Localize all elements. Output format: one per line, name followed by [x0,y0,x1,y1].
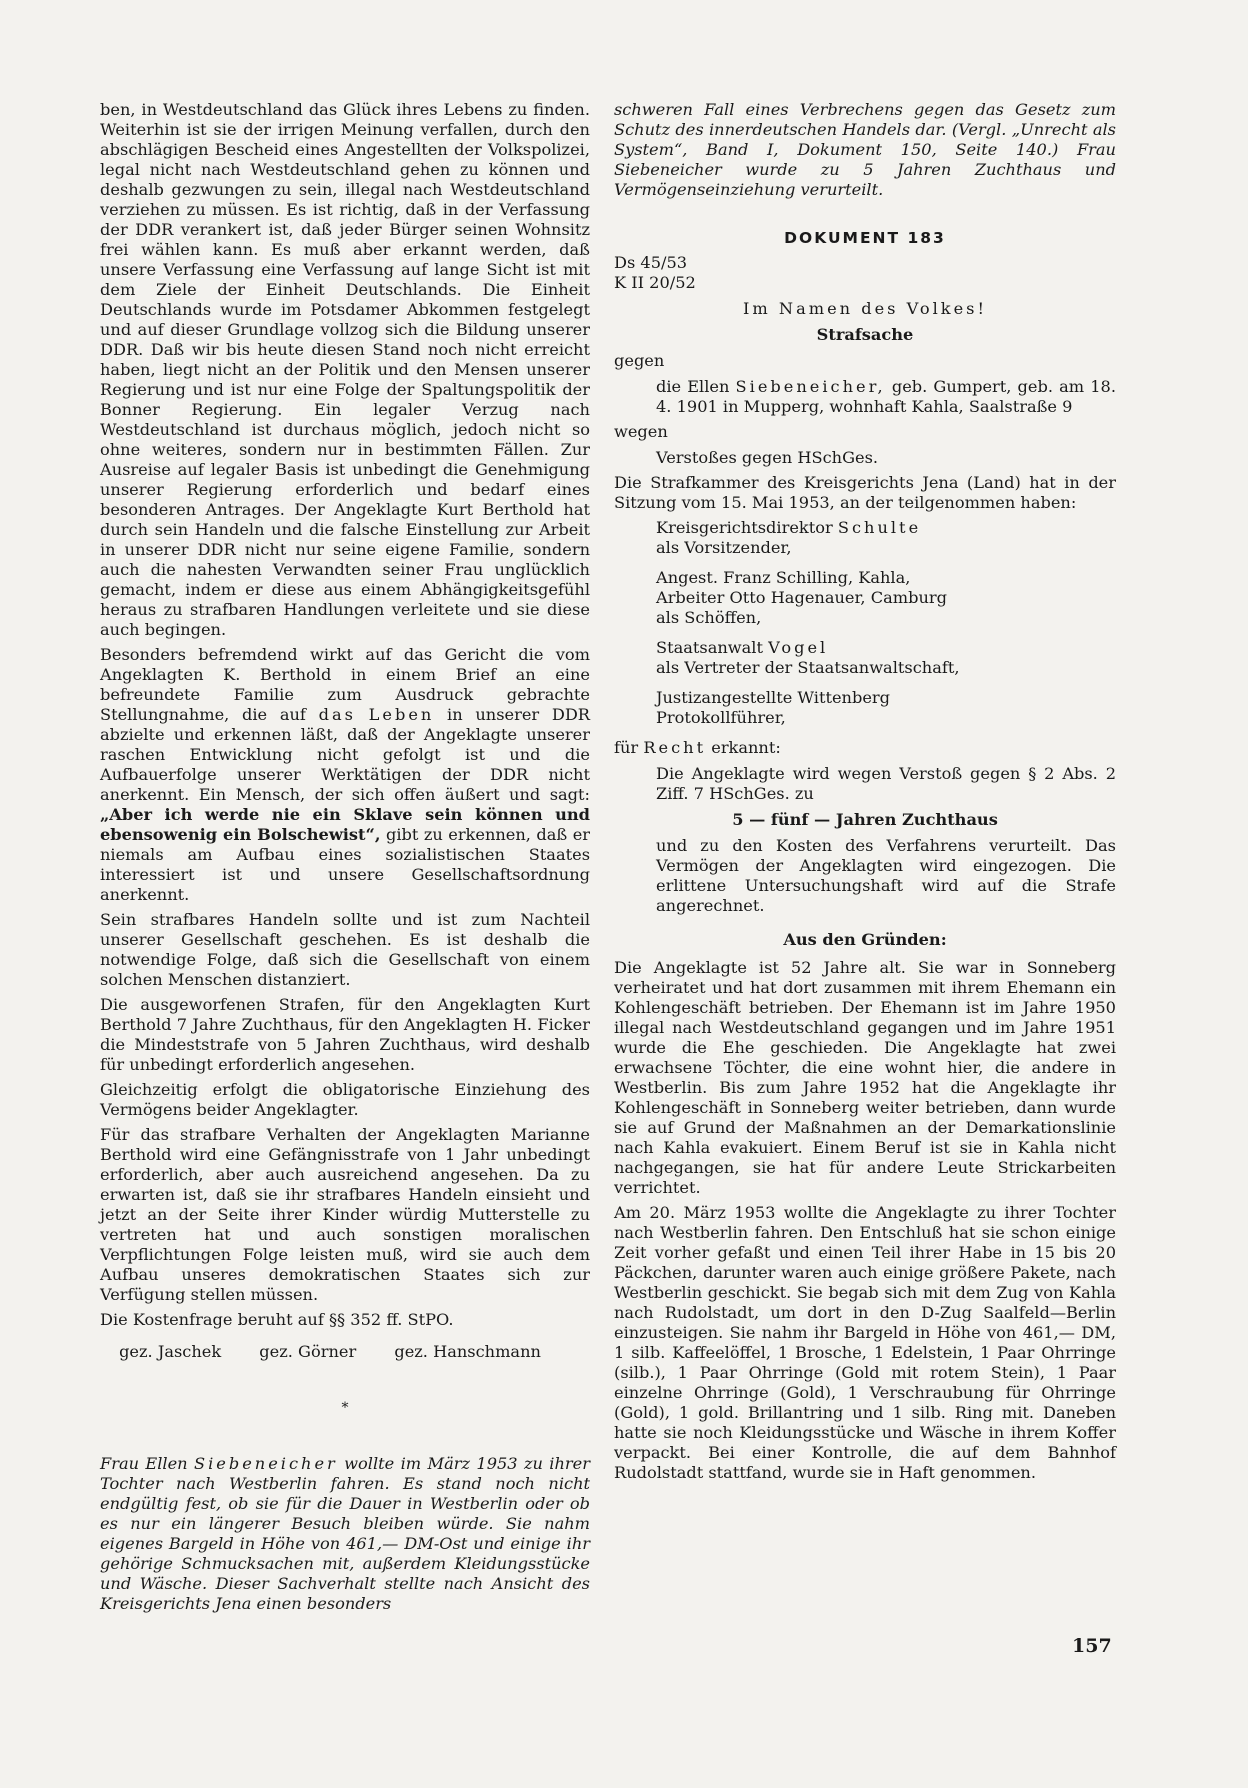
signature: gez. Jaschek [119,1342,222,1361]
member-line: Justizangestellte Wittenberg [656,688,891,707]
paragraph: Gleichzeitig erfolgt die obligatorische Einziehung des Vermögens beider Angeklagter. [100,1080,590,1119]
costs: und zu den Kosten des Verfahrens verurteilt. Das Vermögen der Angeklagten wird eingezogen. Die erlittene Untersuchungshaft wird auf die Strafe angerechnet. [656,836,1116,915]
intro-paragraph: schweren Fall eines Verbrechens gegen das Gesetz zum Schutz des innerdeutschen Handels dar. (Vergl. „Unrecht als System“, Band I, Dokument 150, Seite 140.) Frau Siebeneicher wurde zu 5 Jahren Zuchthaus und Vermögenseinziehung verurteilt. [614,100,1116,199]
wegen: wegen [614,422,668,441]
member-block [614,638,1116,678]
verdict: Die Angeklagte wird wegen Verstoß gegen § 2 Abs. 2 Ziff. 7 HSchGes. zu [656,764,1116,803]
text-run: geb. Gumpert, geb. am 18. 4. 1901 in Mupperg, wohnhaft Kahla, Saalstraße 9 [656,377,1116,416]
text-run: in unserer DDR abzielte und erkennen läßt, daß der Angeklagte unserer raschen Entwicklung nicht gefolgt ist und die Aufbauerfolge unserer Werktätigen der DDR nicht anerkennt. Ein Mensch, der sich offen äußert und sagt: [100,705,590,804]
paragraph: Für das strafbare Verhalten der Angeklagten Marianne Berthold wird eine Gefängnisstrafe von 1 Jahr unbedingt erforderlich, aber auch ausreichend angesehen. Da zu erwarten ist, daß sie ihr strafbares Handeln einsieht und jetzt an der Seite ihrer Kinder würdig Mutterstelle zu vertreten hat und auch sonstigen moralischen Verpflichtungen Folge leisten muß, wird sie auch dem Aufbau unseres demokratischen Staates sich zur Verfügung stellen müssen. [100,1125,590,1304]
text-run: die Ellen [656,377,730,396]
member-block [614,518,1116,558]
spaced-word: Recht [643,738,707,757]
gegen: gegen [614,351,665,370]
member-line [656,518,1116,538]
spaced-name: Siebeneicher [194,1454,338,1473]
sentence: 5 — fünf — Jahren Zuchthaus [732,810,998,829]
paragraph: Die Kostenfrage beruht auf §§ 352 ff. StPO. [100,1310,454,1329]
member-line: als Vorsitzender, [656,538,792,557]
spaced-word: Leben [368,705,435,724]
spaced-word: das [318,705,356,724]
paragraph: Am 20. März 1953 wollte die Angeklagte zu ihrer Tochter nach Westberlin fahren. Den Entschluß hat sie schon einige Zeit vorher gefaßt und einen Teil ihrer Habe in 15 bis 20 Päckchen, darunter waren auch einige größere Pakete, nach Westberlin geschickt. Sie begab sich mit dem Zug von Kahla nach Rudolstadt, um dort in den D-Zug Saalfeld—Berlin einzusteigen. Sie nahm ihr Bargeld in Höhe von 461,— DM, 1 silb. Kaffeelöffel, 1 Brosche, 1 Edelstein, 1 Paar Ohrringe (silb.), 1 Paar Ohrringe (Gold mit rotem Stein), 1 Paar einzelne Ohrringe (Gold), 1 Verschraubung für Ohrringe (Gold), 1 gold. Brillantring und 1 silb. Ring mit. Daneben hatte sie noch Kleidungsstücke und Wäsche in ihrem Koffer verpackt. Bei einer Kontrolle, die auf dem Bahnhof Rudolstadt stattfand, wurde sie in Haft genommen. [614,1203,1116,1482]
text-run: erkannt: [711,738,781,757]
document-heading: DOKUMENT 183 [784,229,946,247]
page-number: 157 [1072,1635,1112,1657]
paragraph: ben, in Westdeutschland das Glück ihres Lebens zu finden. Weiterhin ist sie der irrigen Meinung verfallen, durch den abschlägigen Bescheid eines Angestellten der Volkspolizei, legal nicht nach Westdeutschland gehen zu können und deshalb gezwungen zu sein, illegal nach Westdeutschland verziehen zu müssen. Es ist richtig, daß in der Verfassung der DDR verankert ist, daß jeder Bürger seinen Wohnsitz frei wählen kann. Es muß aber erkannt werden, daß unsere Verfassung eine Verfassung auf lange Sicht ist mit dem Ziele der Einheit Deutschlands. Die Einheit Deutschlands wurde im Potsdamer Abkommen festgelegt und auf dieser Grundlage vollzog sich die Bildung unserer DDR. Daß wir bis heute diesen Stand noch nicht erreicht haben, liegt nicht an der Politik und den Mensen unserer Regierung und ist nur eine Folge der Spaltungspolitik der Bonner Regierung. Ein legaler Verzug nach Westdeutschland ist durchaus möglich, jedoch nicht so ohne weiteres, sondern nur in bestimmten Fällen. Zur Ausreise auf legaler Basis ist unbedingt die Genehmigung unserer Regierung erforderlich und bedarf eines besonderen Antrages. Der Angeklagte Kurt Berthold hat durch sein Handeln und die falsche Einstellung zur Arbeit in unserer DDR nicht nur seine eigene Familie, sondern auch die nahesten Verwandten seiner Frau unglücklich gemacht, indem er diese aus einem Abhängigkeitsgefühl heraus zu strafbaren Handlungen verleitete und sie diese auch begingen. [100,100,590,639]
paragraph-quote [100,645,590,905]
text-run: Staatsanwalt [656,638,763,657]
right-column [614,100,1116,1488]
accused [614,377,1116,417]
member-line: Angest. Franz Schilling, Kahla, [656,568,911,587]
signature: gez. Görner [259,1342,357,1361]
strafsache: Strafsache [816,325,914,344]
reference: Ds 45/53 [614,253,688,272]
spaced-name: Siebeneicher, [735,377,886,396]
recht-line [614,738,1116,758]
member-line: als Vertreter der Staatsanwaltschaft, [656,658,960,677]
member-block [614,688,1116,728]
court-paragraph: Die Strafkammer des Kreisgerichts Jena (Land) hat in der Sitzung vom 15. Mai 1953, an der teilgenommen haben: [614,473,1116,512]
text-run: Besonders befremdend wirkt auf das Gericht die vom Angeklagten K. Berthold in einem Brief an eine befreundete Familie zum Ausdruck gebrachte Stellungnahme, die auf [100,645,590,724]
member-line: als Schöffen, [656,608,762,627]
text-run: Kreisgerichtsdirektor [656,518,833,537]
text-run: wollte im März 1953 zu ihrer Tochter nach Westberlin fahren. Es stand noch nicht endgültig fest, ob sie für die Dauer in Westberlin oder ob es nur ein längerer Besuch bleiben würde. Sie nahm eigenes Bargeld in Höhe von 461,— DM-Ost und einige ihr gehörige Schmucksachen mit, außerdem Kleidungsstücke und Wäsche. Dieser Sachverhalt stellte nach Ansicht des Kreisgerichts Jena einen besonders [100,1454,590,1613]
reference: K II 20/52 [614,273,696,292]
bold-quote: „Aber ich werde nie ein Sklave sein können und ebensowenig ein Bolschewist“, [100,805,590,844]
member-line: Protokollführer, [656,708,786,727]
separator-star: * [341,1400,349,1416]
im-namen: Im Namen des Volkes! [743,299,987,318]
gruende-heading: Aus den Gründen: [783,930,947,949]
text-run: für [614,738,639,757]
signatures [100,1342,590,1362]
paragraph: Die Angeklagte ist 52 Jahre alt. Sie war in Sonneberg verheiratet und hat dort zusammen mit ihrem Ehemann ein Kohlengeschäft betrieben. Der Ehemann ist im Jahre 1950 illegal nach Westdeutschland gegangen und im Jahre 1951 wurde die Ehe geschieden. Die Angeklagte hat zwei erwachsene Töchter, die eine wohnt hier, die andere in Westberlin. Bis zum Jahre 1952 hat die Angeklagte ihr Kohlengeschäft in Sonneberg weiter betrieben, dann wurde sie auf Grund der Maßnahmen an der Demarkationslinie nach Kahla evakuiert. Einem Beruf ist sie in Kahla nicht nachgegangen, sie hat für andere Leute Strickarbeiten verrichtet. [614,958,1116,1197]
offense: Verstoßes gegen HSchGes. [656,448,879,467]
member-line [656,638,1116,658]
spaced-name: Schulte [837,518,922,537]
text-run: gibt zu erkennen, daß er niemals am Aufbau eines sozialistischen Staates interessiert ist und unsere Gesellschaftsordnung anerkennt. [100,825,591,904]
left-column [100,100,590,1619]
summary-paragraph [100,1454,590,1614]
paragraph: Die ausgeworfenen Strafen, für den Angeklagten Kurt Berthold 7 Jahre Zuchthaus, für den Angeklagten H. Ficker die Mindeststrafe von 5 Jahren Zuchthaus, wird deshalb für unbedingt erforderlich angesehen. [100,995,590,1074]
signature: gez. Hanschmann [394,1342,541,1361]
member-line: Arbeiter Otto Hagenauer, Camburg [656,588,948,607]
member-block [614,568,1116,628]
text-run: Frau Ellen [100,1454,188,1473]
paragraph: Sein strafbares Handeln sollte und ist zum Nachteil unserer Gesellschaft geschehen. Es ist deshalb die notwendige Folge, daß sich die Gesellschaft von einem solchen Menschen distanziert. [100,910,590,989]
spaced-name: Vogel [768,638,829,657]
